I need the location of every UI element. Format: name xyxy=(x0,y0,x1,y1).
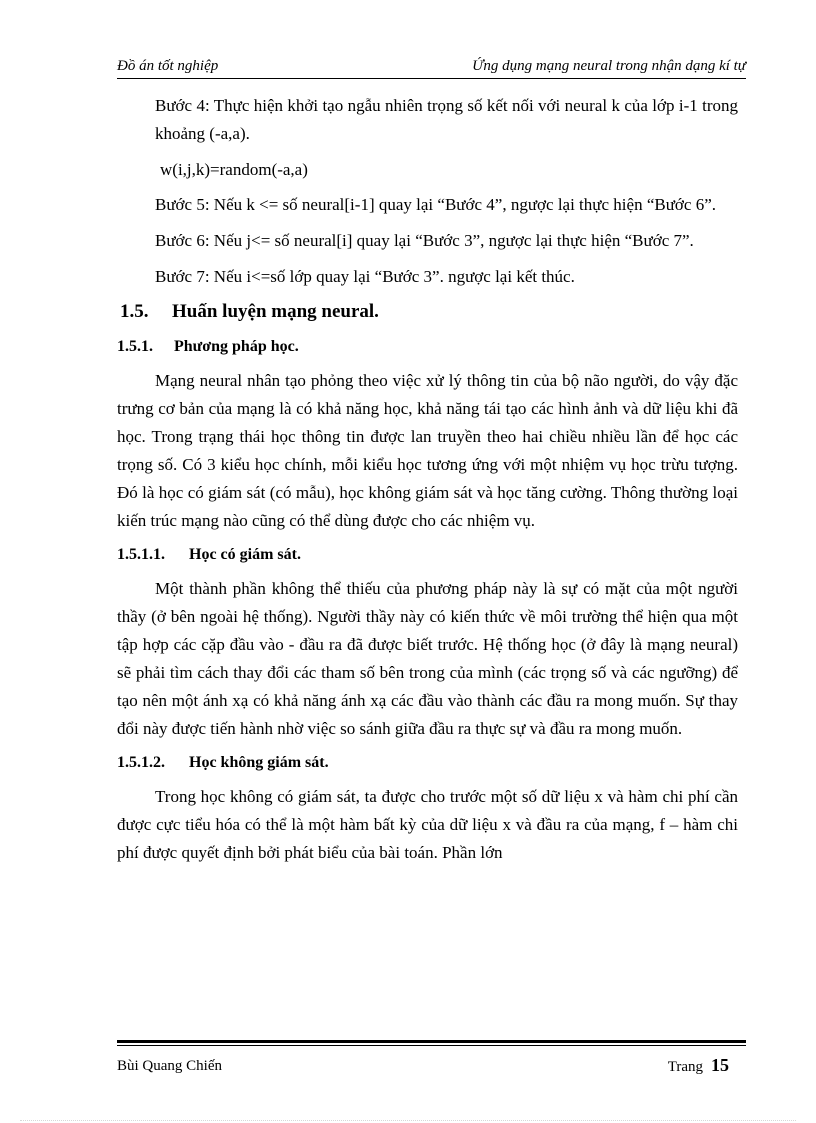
page-bottom-dotted-line xyxy=(20,1120,796,1121)
subsection-heading xyxy=(117,335,738,359)
footer-page-number: 15 xyxy=(711,1055,729,1075)
sub1-heading xyxy=(117,543,738,567)
page-footer xyxy=(117,1055,729,1079)
sub2-number: 1.5.1.2. xyxy=(117,754,165,771)
step-7: Bước 7: Nếu i<=số lớp quay lại “Bước 3”. ngược lại kết thúc. xyxy=(155,267,575,286)
footer-rule-thin xyxy=(117,1045,746,1046)
subsection-title: Phương pháp học. xyxy=(174,338,299,355)
sub1-title: Học có giám sát. xyxy=(189,546,301,563)
subsection-paragraph: Mạng neural nhân tạo phỏng theo việc xử lý thông tin của bộ não người, do vậy đặc trưng cơ bản của mạng là có khả năng học, khả năng tái tạo các hình ảnh và dữ liệu khi đã học. Trong trạng thái học thông tin được lan truyền theo hai chiều nhiều lần để học các trọng số. Có 3 kiểu học chính, mỗi kiểu học tương ứng với một nhiệm vụ học trừu tượng. Đó là học có giám sát (có mẫu), học không giám sát và học tăng cường. Thông thường loại kiến trúc mạng nào cũng có thể dùng được cho các nhiệm vụ. xyxy=(117,371,738,530)
step-5: Bước 5: Nếu k <= số neural[i-1] quay lại “Bước 4”, ngược lại thực hiện “Bước 6”. xyxy=(155,195,716,214)
header-right-title: Ứng dụng mạng neural trong nhận dạng kí tự xyxy=(472,58,746,74)
step-6: Bước 6: Nếu j<= số neural[i] quay lại “Bước 3”, ngược lại thực hiện “Bước 7”. xyxy=(155,231,694,250)
sub1-number: 1.5.1.1. xyxy=(117,546,165,563)
header-left-title: Đồ án tốt nghiệp xyxy=(117,58,219,74)
footer-rule-thick xyxy=(117,1040,746,1043)
page-content xyxy=(117,92,738,867)
header-rule xyxy=(117,78,746,79)
footer-page xyxy=(668,1055,729,1076)
sub2-paragraph: Trong học không có giám sát, ta được cho trước một số dữ liệu x và hàm chi phí cần được cực tiểu hóa có thể là một hàm bất kỳ của dữ liệu x và đầu ra của mạng, f – hàm chi phí được quyết định bởi phát biểu của bài toán. Phần lớn xyxy=(117,787,738,862)
section-title: Huấn luyện mạng neural. xyxy=(172,301,379,322)
formula: w(i,j,k)=random(-a,a) xyxy=(160,160,308,179)
subsection-number: 1.5.1. xyxy=(117,338,153,355)
sub1-paragraph: Một thành phần không thể thiếu của phương pháp này là sự có mặt của một người thầy (ở bên ngoài hệ thống). Người thầy này có kiến thức về môi trường thể hiện qua một tập hợp các cặp đầu vào - đầu ra đã được biết trước. Hệ thống học (ở đây là mạng neural) sẽ phải tìm cách thay đổi các tham số bên trong của mình (các trọng số và các ngưỡng) để tạo nên một ánh xạ có khả năng ánh xạ các đầu vào thành các đầu ra mong muốn. Sự thay đổi này được tiến hành nhờ việc so sánh giữa đầu ra thực sự và đầu ra mong muốn. xyxy=(117,579,738,738)
sub2-title: Học không giám sát. xyxy=(189,754,329,771)
page-header xyxy=(117,56,746,78)
step-4: Bước 4: Thực hiện khởi tạo ngẫu nhiên trọng số kết nối với neural k của lớp i-1 trong khoảng (-a,a). xyxy=(155,96,738,143)
sub2-heading xyxy=(117,751,738,775)
footer-page-label: Trang xyxy=(667,1059,703,1075)
section-heading xyxy=(120,299,738,325)
footer-author: Bùi Quang Chiến xyxy=(117,1058,222,1074)
section-number: 1.5. xyxy=(120,301,149,322)
